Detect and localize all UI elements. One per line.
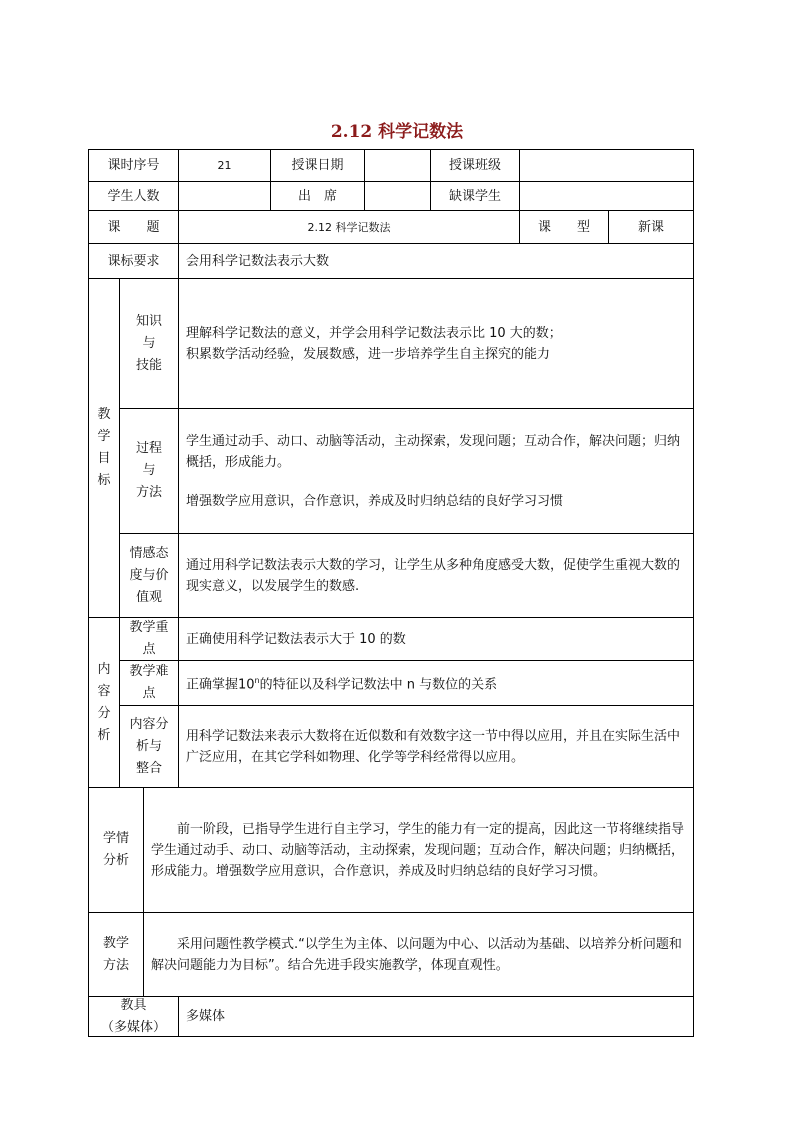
absent-value: [519, 181, 694, 211]
knowledge-skills-label: 知识 与 技能: [119, 278, 179, 409]
emotion-values-label: 情感态 度与价 值观: [119, 533, 179, 618]
lesson-date-label: 授课日期: [270, 149, 365, 182]
lesson-type-label: 课 型: [519, 210, 609, 244]
absent-label: 缺课学生: [430, 181, 520, 211]
teaching-method-label: 教学 方法: [88, 912, 144, 997]
teaching-method-text: 采用问题性教学模式.“以学生为主体、以问题为中心、以活动为基础、以培养分析问题和解决问题能力为目标”。结合先进手段实施教学，体现直观性。: [143, 912, 694, 997]
student-analysis-label: 学情 分析: [88, 787, 144, 913]
standard-label: 课标要求: [88, 243, 179, 279]
class-label: 授课班级: [430, 149, 520, 182]
process-methods-text: 学生通过动手、动口、动脑等活动，主动探索，发现问题；互动合作，解决问题；归纳概括，形成能力。 增强数学应用意识，合作意识，养成及时归纳总结的良好学习习惯: [178, 408, 694, 534]
student-count-value: [178, 181, 271, 211]
integration-label: 内容分 析与 整合: [119, 705, 179, 788]
emotion-values-text: 通过用科学记数法表示大数的学习，让学生从多种角度感受大数，促使学生重视大数的现实意义，以发展学生的数感.: [178, 533, 694, 618]
topic-value: 2.12 科学记数法: [178, 210, 520, 244]
teaching-goals-label: 教 学 目 标: [88, 278, 120, 618]
key-points-text: 正确使用科学记数法表示大于 10 的数: [178, 617, 694, 661]
standard-value: 会用科学记数法表示大数: [178, 243, 694, 279]
process-methods-label: 过程 与 方法: [119, 408, 179, 534]
topic-label: 课 题: [88, 210, 179, 244]
knowledge-skills-text: 理解科学记数法的意义，并学会用科学记数法表示比 10 大的数； 积累数学活动经验，发展数感，进一步培养学生自主探究的能力: [178, 278, 694, 409]
integration-text: 用科学记数法来表示大数将在近似数和有效数字这一节中得以应用，并且在实际生活中广泛应用，在其它学科如物理、化学等学科经常得以应用。: [178, 705, 694, 788]
class-value: [519, 149, 694, 182]
content-analysis-label: 内 容 分 析: [88, 617, 120, 788]
exponent-n: n: [254, 676, 260, 686]
lesson-type-value: 新课: [608, 210, 694, 244]
attendance-label: 出 席: [270, 181, 365, 211]
lesson-number-label: 课时序号: [88, 149, 179, 182]
student-count-label: 学生人数: [88, 181, 179, 211]
teaching-tools-label: 教具 （多媒体）: [88, 996, 179, 1037]
key-points-label: 教学重 点: [119, 617, 179, 661]
student-analysis-text: 前一阶段，已指导学生进行自主学习，学生的能力有一定的提高，因此这一节将继续指导学生通过动手、动口、动脑等活动，主动探索，发现问题；互动合作，解决问题；归纳概括，形成能力。增强数学应用意识，合作意识，养成及时归纳总结的良好学习习惯。: [143, 787, 694, 913]
difficult-points-text: 正确掌握10$^n$的特征以及科学记数法中 n 与数位的关系: [178, 660, 694, 706]
teaching-tools-text: 多媒体: [178, 996, 694, 1037]
lesson-date-value: [364, 149, 431, 182]
page-title: 2.12 科学记数法: [330, 122, 464, 142]
attendance-value: [364, 181, 431, 211]
difficult-points-label: 教学难 点: [119, 660, 179, 706]
lesson-number-value: 21: [178, 149, 271, 182]
lesson-plan-table: [88, 149, 694, 1037]
